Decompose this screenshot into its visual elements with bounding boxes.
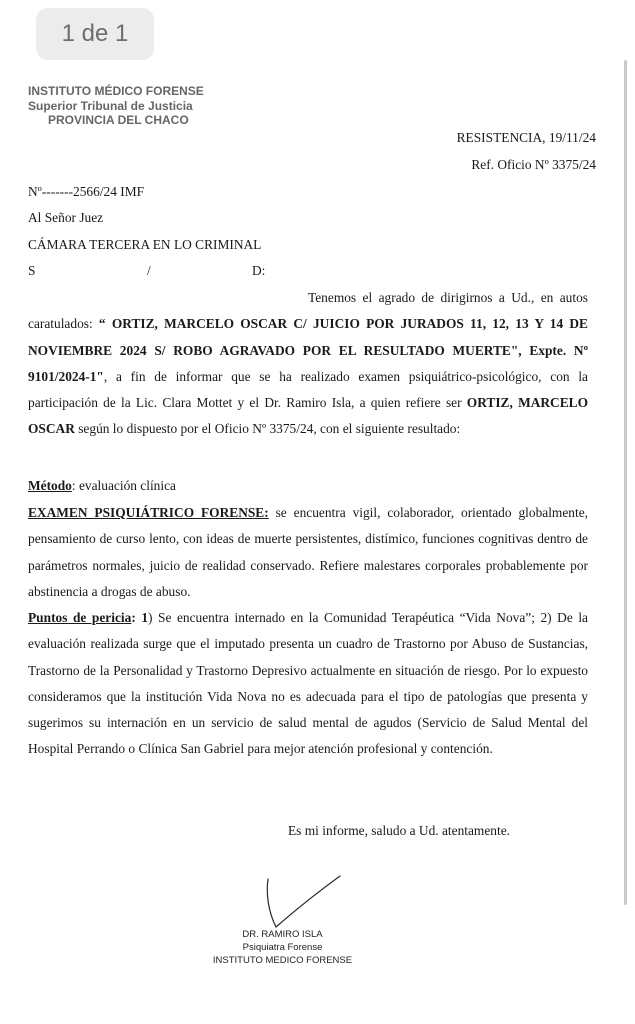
document-number: Nº-------2566/24 IMF bbox=[28, 184, 145, 199]
scrollbar[interactable] bbox=[624, 60, 627, 905]
signature-scribble bbox=[222, 873, 342, 931]
method-text: : evaluación clínica bbox=[71, 478, 176, 493]
points-paragraph bbox=[28, 605, 588, 763]
points-label: Puntos de pericia bbox=[28, 610, 132, 625]
addressee-line2: CÁMARA TERCERA EN LO CRIMINAL bbox=[28, 237, 262, 252]
intro-paragraph bbox=[28, 285, 588, 443]
signer-title: Psiquiatra Forense bbox=[242, 942, 323, 953]
exam-label: EXAMEN PSIQUIÁTRICO FORENSE: bbox=[28, 505, 269, 520]
points-text: ) Se encuentra internado en la Comunidad Terapéutica “Vida Nova”; 2) De la evaluación realizada surge que el imputado presenta un cuadro de Trastorno por Abuso de Sustancias, Trastorno de la Personalidad y Trastorno Depresivo actualmente en situación de riesgo. Por lo expuesto consideramos que la institución Vida Nova no es adecuada para el tipo de patologías que presenta y sugerimos su internación en un servicio de salud mental de agudos (Servicio de Salud Mental del Hospital Perrando o Clínica San Gabriel para mejor atención profesional y contención. bbox=[28, 610, 588, 757]
intro-text-a: Tenemos el agrado de dirigirnos a Ud., en autos caratulados: bbox=[28, 290, 588, 332]
points-one: 1 bbox=[141, 610, 149, 625]
reference-number: Ref. Oficio Nº 3375/24 bbox=[471, 157, 596, 172]
place-date: RESISTENCIA, 19/11/24 bbox=[456, 130, 596, 145]
intro-text-b: , a fin de informar que se ha realizado examen psiquiátrico-psicológico, con la participación de la Lic. Clara Mottet y el Dr. Ramiro Isla, a quien refiere ser bbox=[28, 368, 588, 411]
signer-name: DR. RAMIRO ISLA bbox=[242, 929, 323, 940]
method-label: Método bbox=[28, 478, 72, 493]
signer-institution: INSTITUTO MEDICO FORENSE bbox=[212, 955, 353, 966]
institution-header bbox=[28, 84, 204, 128]
province-name: PROVINCIA DEL CHACO bbox=[48, 113, 189, 127]
closing-line: Es mi informe, saludo a Ud. atentamente. bbox=[288, 823, 510, 838]
subject-name: ORTIZ, MARCELO OSCAR bbox=[28, 395, 588, 437]
addressee-line1: Al Señor Juez bbox=[28, 210, 104, 225]
addressee-d: D: bbox=[252, 263, 266, 278]
exam-text: se encuentra vigil, colaborador, orientado globalmente, pensamiento de curso lento, con ideas de muerte persistentes, distímico, funciones cognitivas dentro de parámetros normales, juicio de realidad conservado. Refiere malestares corporales probablemente por abstinencia a drogas de abuso. bbox=[28, 505, 588, 599]
court-name: Superior Tribunal de Justicia bbox=[28, 98, 193, 113]
institution-name: INSTITUTO MÉDICO FORENSE bbox=[28, 84, 204, 98]
page-counter: 1 de 1 bbox=[36, 8, 154, 60]
case-title: “ ORTIZ, MARCELO OSCAR C/ JUICIO POR JURADOS 11, 12, 13 Y 14 DE NOVIEMBRE 2024 S/ ROBO AGRAVADO POR EL RESULTADO MUERTE", Expte. Nº 9101/2024-1" bbox=[28, 316, 588, 384]
points-colon: : bbox=[131, 610, 142, 625]
addressee-slash: / bbox=[147, 263, 151, 278]
method-line bbox=[28, 473, 588, 499]
exam-paragraph bbox=[28, 500, 588, 605]
addressee-s: S bbox=[28, 263, 36, 278]
intro-text-c: según lo dispuesto por el Oficio Nº 3375/24, con el siguiente resultado: bbox=[74, 421, 461, 437]
